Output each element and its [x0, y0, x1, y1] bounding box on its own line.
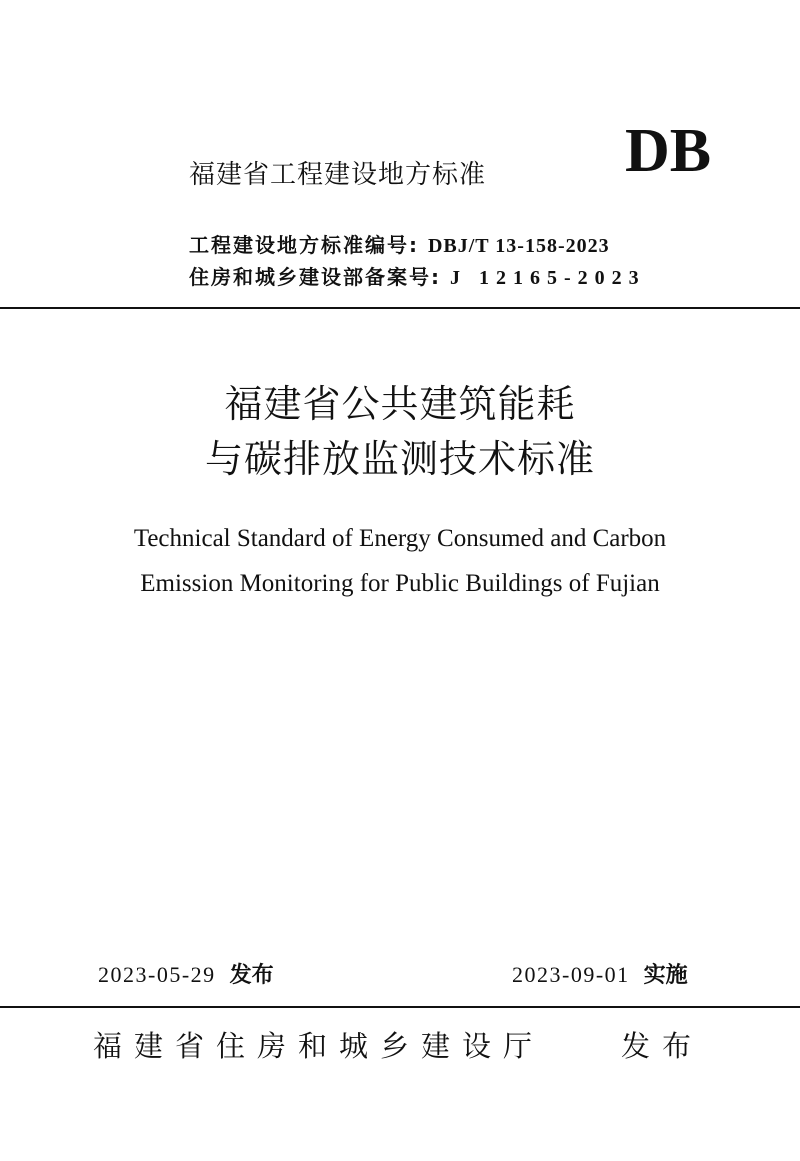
filing-number-row	[189, 261, 646, 290]
issuer-name: 福建省住房和城乡建设厅	[93, 1029, 545, 1063]
standard-number-row	[189, 229, 610, 258]
filing-number-value: J 12165-2023	[449, 267, 646, 289]
effective-date: 2023-09-01	[512, 962, 630, 987]
effective-label: 实施	[643, 963, 688, 988]
top-divider	[0, 307, 800, 309]
standard-number-label: 工程建设地方标准编号:	[189, 233, 419, 257]
effective-date-block	[512, 958, 688, 989]
title-cn-line-1: 福建省公共建筑能耗	[224, 382, 576, 426]
filing-number-label: 住房和城乡建设部备案号:	[189, 265, 441, 289]
title-en-line-2: Emission Monitoring for Public Buildings of Fujian	[140, 570, 660, 597]
issue-date: 2023-05-29	[98, 962, 216, 987]
db-mark: DB	[625, 117, 712, 185]
standard-category: 福建省工程建设地方标准	[189, 160, 487, 190]
title-cn-line-2: 与碳排放监测技术标准	[204, 437, 595, 481]
standard-number-value: DBJ/T 13-158-2023	[427, 235, 610, 257]
issue-date-block	[98, 958, 274, 989]
bottom-divider	[0, 1006, 800, 1008]
issuer-action: 发布	[621, 1029, 704, 1063]
title-en-line-1: Technical Standard of Energy Consumed and Carbon	[133, 525, 667, 552]
issue-label: 发布	[229, 963, 274, 988]
